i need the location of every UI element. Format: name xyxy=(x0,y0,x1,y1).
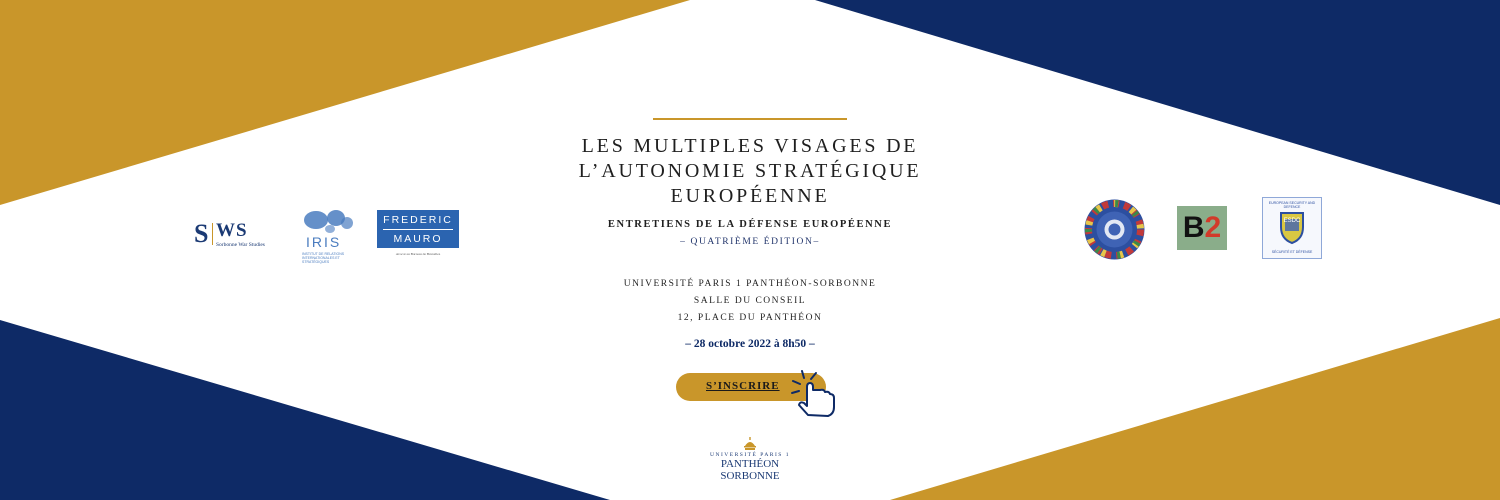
world-map-icon xyxy=(300,208,356,234)
b2-logo-number: 2 xyxy=(1204,211,1222,244)
pantheon-dome-icon xyxy=(742,437,758,451)
event-edition: – QUATRIÈME ÉDITION– xyxy=(680,237,820,247)
psb-logo-line2: PANTHÉON SORBONNE xyxy=(720,458,780,482)
pantheon-sorbonne-logo xyxy=(690,437,810,482)
mauro-logo-firstname: FREDERIC xyxy=(383,214,453,226)
mauro-logo-subtitle: Avocat au Barreau de Bruxelles xyxy=(395,252,441,256)
event-title xyxy=(520,134,980,209)
flags-globe-icon xyxy=(1083,198,1146,261)
event-title-line: EUROPÉENNE xyxy=(670,185,830,207)
title-divider xyxy=(653,118,847,120)
venue-line: 12, PLACE DU PANTHÉON xyxy=(677,313,823,323)
b2-logo-letter: B xyxy=(1182,211,1205,244)
register-button-label: S’INSCRIRE xyxy=(706,380,780,392)
event-date: – 28 octobre 2022 à 8h50 – xyxy=(685,338,815,350)
event-title-line: LES MULTIPLES VISAGES DE xyxy=(581,135,919,157)
event-venue xyxy=(520,276,980,327)
iris-logo-name: IRIS xyxy=(306,234,342,250)
mauro-logo-divider xyxy=(383,229,453,230)
esdc-logo-bottom: SÉCURITÉ ET DÉFENSE xyxy=(1271,250,1313,254)
esdc-logo-top: EUROPEAN SECURITY AND DEFENCE xyxy=(1268,201,1316,209)
mauro-logo-lastname: MAURO xyxy=(393,233,443,245)
iris-logo-subtitle: INSTITUT DE RELATIONS INTERNATIONALES ET STRATÉGIQUES xyxy=(302,252,345,264)
sws-logo-s: S xyxy=(194,219,209,248)
bottom-right-gold-triangle xyxy=(890,318,1500,500)
sws-logo-divider xyxy=(212,223,213,245)
event-subtitle: ENTRETIENS DE LA DÉFENSE EUROPÉENNE xyxy=(607,219,893,230)
mauro-logo xyxy=(377,210,459,248)
venue-line: UNIVERSITÉ PARIS 1 PANTHÉON-SORBONNE xyxy=(623,279,877,289)
sws-logo-ws: WS xyxy=(216,220,248,241)
iris-logo xyxy=(300,208,356,264)
sws-logo xyxy=(194,220,284,252)
bottom-left-navy-triangle xyxy=(0,320,610,500)
click-hand-icon xyxy=(790,370,844,420)
esdc-logo-mid: ESDC xyxy=(1283,218,1301,224)
venue-line: SALLE DU CONSEIL xyxy=(693,296,807,306)
sws-logo-subtitle: Sorbonne War Studies xyxy=(216,242,265,248)
b2-logo xyxy=(1177,206,1227,250)
psb-logo-line1: UNIVERSITÉ PARIS 1 xyxy=(710,452,790,458)
event-title-line: L’AUTONOMIE STRATÉGIQUE xyxy=(578,160,922,182)
esdc-logo xyxy=(1262,197,1322,259)
shield-icon xyxy=(1263,209,1321,245)
